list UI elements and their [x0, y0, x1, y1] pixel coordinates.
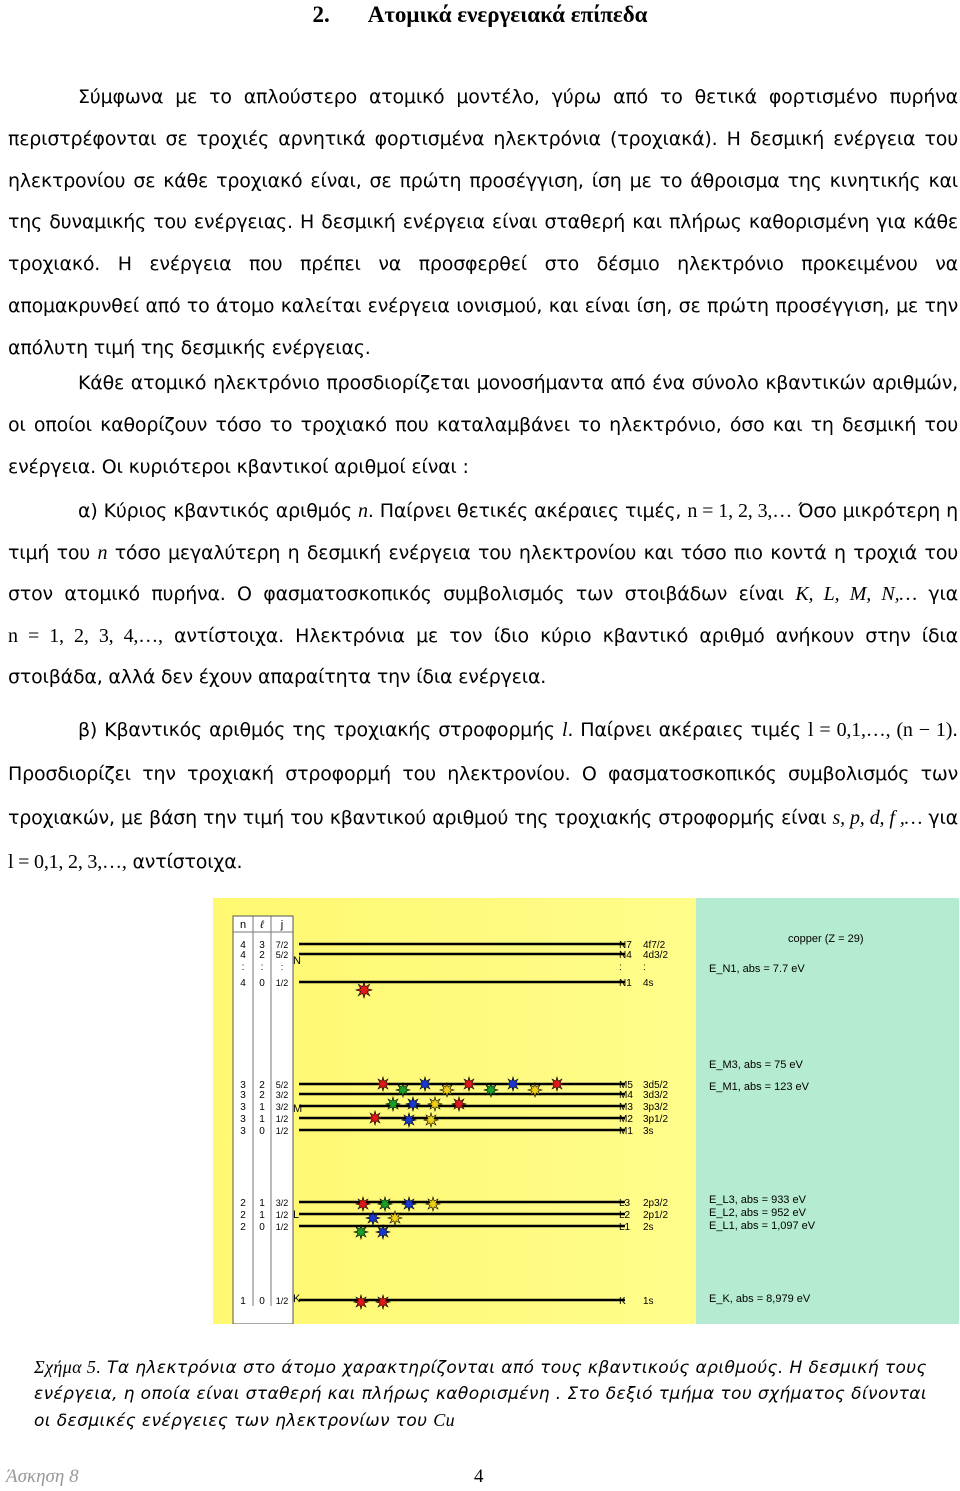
electron-star	[376, 1077, 390, 1091]
orbital-label: 3p3/2	[643, 1102, 669, 1113]
paragraph-text: Σύμφωνα με το απλούστερο ατομικό μοντέλο, γύρω από το θετικά φορτισμένο πυρήνα περιστρέφονται σε τροχιές αρνητικά φορτισμένα ηλεκτρόνια (τροχιακά). Η δεσμική ενέργεια του ηλεκτρονίου σε κάθε τροχιακό είναι, σε πρώτη προσέγγιση, ίση με το άθροισμα της κινητικής και της δυναμικής του ενέργειας. Η δεσμική ενέργεια είναι σταθερή και πλήρως καθορισμένη για κάθε τροχιακό. Η ενέργεια που πρέπει να προσφερθεί στο δέσμιο ηλεκτρόνιο προκειμένου να απομακρυνθεί από το άτομο καλείται ενέργεια ιονισμού, και είναι ίση, σε πρώτη προσέγγιση, με την απόλυτη τιμή της δεσμικής ενέργειας.	[8, 86, 958, 359]
electron-star	[356, 1197, 370, 1211]
table-cell: 1	[259, 1210, 265, 1221]
orbital-label: 3p1/2	[643, 1114, 669, 1125]
table-cell: :	[280, 962, 284, 972]
electron-star	[418, 1077, 432, 1091]
text-run: β) Κβαντικός αριθμός της τροχιακής στροφορμής	[78, 719, 555, 741]
level-label: N4	[619, 950, 632, 961]
electron-star	[402, 1113, 416, 1127]
text-run: . Παίρνει θετικές ακέραιες τιμές,	[367, 500, 682, 522]
paragraph-text	[8, 708, 958, 884]
level-label: M2	[619, 1114, 633, 1125]
electron-star	[388, 1211, 402, 1225]
table-cell: 2	[240, 1222, 246, 1233]
caption-text: Τα ηλεκτρόνια στο άτομο χαρακτηρίζονται από τους κβαντικούς αριθμούς. Η δεσμική τους ενέργεια, η οποία είναι σταθερή και πλήρως καθορισμένη . Στο δεξιό τμήμα του σχήματος δίνονται οι δεσμικές ενέργειες των ηλεκτρονίων του	[34, 1358, 928, 1431]
text-run: για	[922, 807, 959, 829]
caption-label: Σχήμα 5.	[34, 1357, 102, 1377]
table-cell: 1	[240, 1296, 246, 1307]
math-l-values: l = 0,1,…, (n − 1)	[808, 719, 953, 741]
level-label: L3	[619, 1198, 631, 1209]
orbital-label: 2p1/2	[643, 1210, 669, 1221]
table-cell: 0	[259, 1126, 265, 1137]
figure-caption	[34, 1354, 934, 1434]
paragraph-atomic-model	[8, 77, 958, 370]
orbital-label: 4s	[643, 978, 654, 989]
binding-energy-label: E_L3, abs = 933 eV	[709, 1194, 806, 1206]
text-run: α) Κύριος κβαντικός αριθμός	[78, 500, 352, 522]
orbital-label: 3d5/2	[643, 1080, 669, 1091]
text-run: . Παίρνει ακέραιες τιμές	[567, 719, 801, 741]
shell-symbols: K, L, M, N,…	[795, 583, 917, 606]
electron-star	[406, 1097, 420, 1111]
orbital-label: 4f7/2	[643, 940, 666, 951]
table-cell: 3	[259, 940, 265, 951]
footer-exercise-label: Άσκηση 8	[6, 1466, 79, 1487]
table-cell: :	[241, 962, 245, 973]
table-header-l: ℓ	[260, 919, 264, 931]
table-cell: 1/2	[275, 978, 289, 988]
caption-element: Cu	[433, 1410, 456, 1430]
table-cell: 2	[240, 1198, 246, 1209]
paragraph-text: Κάθε ατομικό ηλεκτρόνιο προσδιορίζεται μονοσήμαντα από ένα σύνολο κβαντικών αριθμών, οι οποίοι καθορίζουν τόσο το τροχιακό που καταλαμβάνει το ηλεκτρόνιο, όσο και τη δεσμική του ενέργεια. Οι κυριότεροι κβαντικοί αριθμοί είναι :	[8, 372, 958, 478]
binding-energy-label: E_L2, abs = 952 eV	[709, 1207, 806, 1219]
table-cell: 3/2	[275, 1102, 289, 1112]
table-cell: 3	[240, 1102, 246, 1113]
orbital-label: :	[643, 962, 646, 973]
table-cell: 3	[240, 1114, 246, 1125]
electron-star	[528, 1083, 542, 1097]
table-cell: 1/2	[275, 1210, 289, 1220]
table-cell: 5/2	[275, 950, 289, 960]
page-number: 4	[474, 1466, 484, 1487]
table-cell: 1/2	[275, 1222, 289, 1232]
symbol-n: n	[358, 500, 368, 522]
electron-star	[368, 1111, 382, 1125]
binding-energy-label: E_L1, abs = 1,097 eV	[709, 1220, 816, 1232]
electron-star	[366, 1211, 380, 1225]
table-cell: 1	[259, 1114, 265, 1125]
level-label: M1	[619, 1126, 633, 1137]
text-run: αντίστοιχα.	[126, 851, 243, 873]
table-cell: 3	[240, 1080, 246, 1091]
table-cell: 1	[259, 1198, 265, 1209]
symbol-l: l	[561, 719, 568, 741]
electron-star	[378, 1197, 392, 1211]
energy-level-figure	[213, 898, 959, 1324]
level-label: M4	[619, 1090, 633, 1101]
shell-label: N	[293, 955, 301, 967]
electron-star	[356, 982, 372, 998]
shell-label: L	[293, 1209, 300, 1221]
shell-label: M	[293, 1103, 303, 1115]
paragraph-text	[8, 491, 958, 699]
math-l-values-2: l = 0,1, 2, 3,…,	[8, 851, 127, 873]
electron-star	[484, 1083, 498, 1097]
table-header-j: j	[280, 919, 284, 931]
level-label: K	[619, 1296, 626, 1307]
level-label: N7	[619, 940, 632, 951]
electron-star	[506, 1077, 520, 1091]
section-number: 2.	[312, 2, 330, 27]
electron-star	[550, 1077, 564, 1091]
electron-star	[428, 1097, 442, 1111]
symbol-n: n	[97, 541, 108, 564]
electron-star	[452, 1097, 466, 1111]
text-run: . Προσδιορίζει την τροχιακή στροφορμή του ηλεκτρονίου. Ο φασματοσκοπικός συμβολισμός των τροχιακών, με βάση την τιμή του κβαντικού αριθμού της τροχιακής στροφορμής είναι	[8, 719, 959, 829]
binding-energy-label: E_N1, abs = 7.7 eV	[709, 963, 805, 975]
paragraph-orbital-number	[8, 708, 958, 884]
table-cell: 0	[259, 1296, 265, 1307]
table-cell: 2	[259, 1090, 265, 1101]
electron-star	[354, 1225, 368, 1239]
table-cell: 2	[259, 950, 265, 961]
orbital-label: 1s	[643, 1296, 654, 1307]
text-run: τόσο μεγαλύτερη η δεσμική ενέργεια του ηλεκτρονίου και τόσο πιο κοντά η τροχιά του στον ατομικό πυρήνα. Ο φασματοσκοπικός συμβολισμός των στοιβάδων είναι	[8, 541, 958, 606]
electron-star	[462, 1077, 476, 1091]
orbital-label: 2p3/2	[643, 1198, 669, 1209]
table-header-n: n	[239, 919, 247, 931]
math-n-values-2: n = 1, 2, 3, 4,…,	[8, 624, 163, 647]
level-label: N1	[619, 978, 632, 989]
section-title: Ατομικά ενεργειακά επίπεδα	[367, 2, 648, 27]
table-cell: 0	[259, 978, 265, 989]
binding-energy-label: E_M3, abs = 75 eV	[709, 1059, 803, 1071]
section-heading	[0, 0, 960, 30]
table-cell: 3	[240, 1126, 246, 1137]
table-cell: 0	[259, 1222, 265, 1233]
paragraph-quantum-numbers	[8, 363, 958, 488]
text-run: Όσο μικρότερη η τιμή του	[8, 500, 959, 564]
orbital-label: 4d3/2	[643, 950, 669, 961]
table-cell: 3/2	[275, 1090, 289, 1100]
table-cell: 1/2	[275, 1114, 289, 1124]
table-cell: 3/2	[275, 1198, 289, 1208]
table-cell: 4	[240, 978, 246, 989]
level-label: M3	[619, 1102, 633, 1113]
table-cell: 4	[240, 940, 246, 951]
table-cell: 7/2	[275, 940, 289, 950]
level-label: :	[619, 962, 622, 973]
orbital-label: 2s	[643, 1222, 654, 1233]
table-cell: 1	[259, 1102, 265, 1113]
element-label: copper (Z = 29)	[788, 933, 864, 945]
electron-star	[440, 1083, 454, 1097]
electron-star	[426, 1197, 440, 1211]
electron-star	[424, 1113, 438, 1127]
table-cell: 3	[240, 1090, 246, 1101]
energy-level-diagram	[213, 898, 959, 1324]
table-cell: 1/2	[275, 1126, 289, 1136]
orbital-label: 3d3/2	[643, 1090, 669, 1101]
binding-energy-label: E_K, abs = 8,979 eV	[709, 1293, 811, 1305]
electron-star	[402, 1197, 416, 1211]
level-label: M5	[619, 1080, 633, 1091]
table-cell: 2	[240, 1210, 246, 1221]
orbital-symbols: s, p, d, f ,…	[832, 807, 923, 829]
electron-star	[376, 1295, 390, 1309]
math-n-values: n = 1, 2, 3,…	[687, 500, 792, 522]
level-label: L2	[619, 1210, 631, 1221]
text-run: για	[916, 583, 958, 606]
electron-star	[386, 1097, 400, 1111]
electron-star	[396, 1083, 410, 1097]
figure-background-green	[696, 898, 959, 1324]
shell-label: K	[293, 1293, 301, 1305]
paragraph-principal-number	[8, 491, 958, 699]
table-cell: 1/2	[275, 1296, 289, 1306]
level-label: L1	[619, 1222, 631, 1233]
electron-star	[376, 1225, 390, 1239]
text-run: αντίστοιχα. Ηλεκτρόνια με τον ίδιο κύριο κβαντικό αριθμό ανήκουν στην ίδια στοιβάδα, αλλά δεν έχουν απαραίτητα την ίδια ενέργεια.	[8, 624, 958, 689]
table-cell: :	[260, 962, 264, 973]
electron-star	[354, 1295, 368, 1309]
orbital-label: 3s	[643, 1126, 654, 1137]
table-cell: 4	[240, 950, 246, 961]
table-cell: 5/2	[275, 1080, 289, 1090]
table-cell: 2	[259, 1080, 265, 1091]
binding-energy-label: E_M1, abs = 123 eV	[709, 1081, 809, 1093]
